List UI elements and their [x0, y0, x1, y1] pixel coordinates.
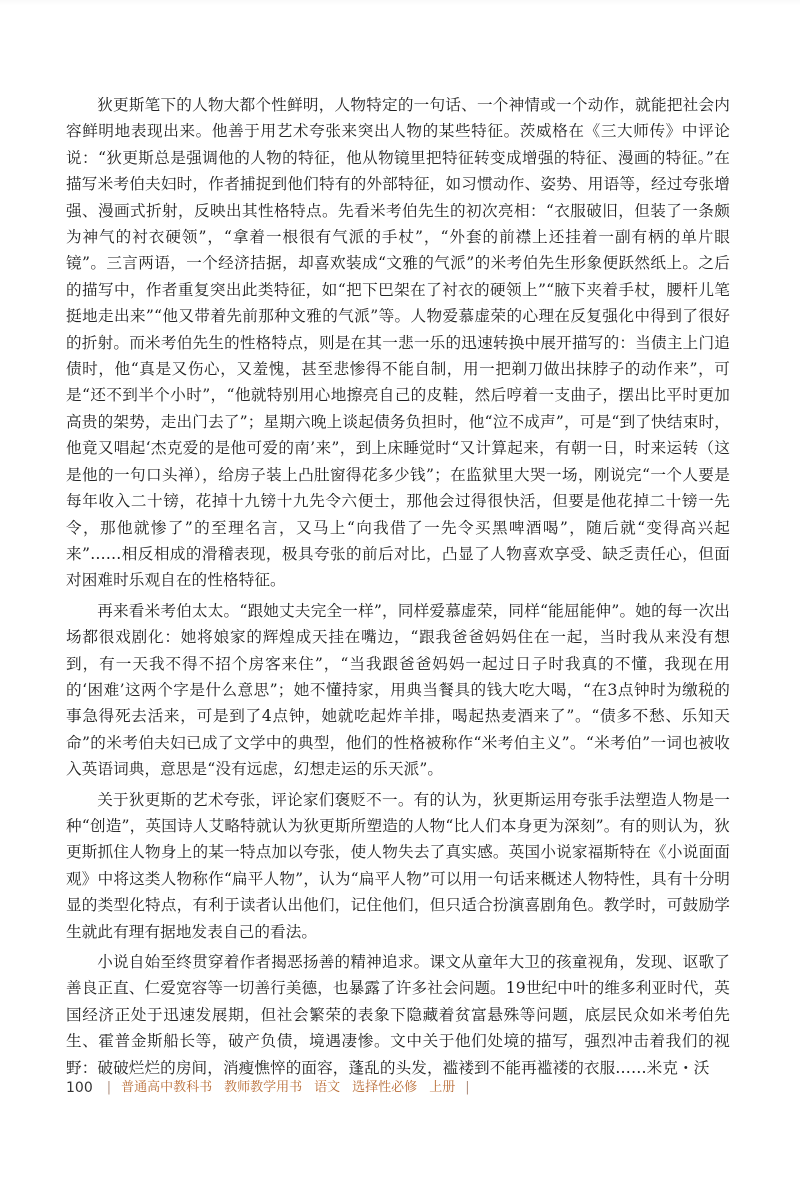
- body-text: [66, 92, 730, 1081]
- page-footer: [66, 1077, 470, 1099]
- page-number: 100: [66, 1080, 93, 1096]
- footer-volume: 选择性必修: [352, 1080, 418, 1095]
- footer-book: 教师教学用书: [224, 1080, 303, 1095]
- paragraph-2: 再来看米考伯太太。“跟她丈夫完全一样”，同样爱慕虚荣，同样“能屈能伸”。她的每一次出场都很戏剧化：她将娘家的辉煌成天挂在嘴边，“跟我爸爸妈妈住在一起，当时我从来没有想到，有一天我不得不招个房客来住”，“当我跟爸爸妈妈一起过日子时我真的不懂，我现在用的‘困难’这两个字是什么意思”；她不懂持家，用典当餐具的钱大吃大喝，“在3点钟时为缴税的事急得死去活来，可是到了4点钟，她就吃起炸羊排，喝起热麦酒来了”。“债多不愁、乐知天命”的米考伯夫妇已成了文学中的典型，他们的性格被称作“米考伯主义”。“米考伯”一词也被收入英语词典，意思是“没有远虑，幻想走运的乐天派”。: [66, 601, 730, 779]
- footer-subject: 语文: [314, 1080, 341, 1095]
- paragraph-4: 小说自始至终贯穿着作者揭恶扬善的精神追求。课文从童年大卫的孩童视角，发现、讴歌了善良正直、仁爱宽容等一切善行美德，也暴露了许多社会问题。19世纪中叶的维多利亚时代，英国经济正处于迅速发展期，但社会繁荣的表象下隐藏着贫富悬殊等问题，底层民众如米考伯先生、霍普金斯船长等，破产负债，境遇凄惨。文中关于他们处境的描写，强烈冲击着我们的视野：破破烂烂的房间，消瘦憔悴的面容，蓬乱的头发，褴褛到不能再褴褛的衣服……米克・沃: [66, 953, 730, 1077]
- footer-series: 普通高中教科书: [121, 1080, 213, 1095]
- footer-separator: |: [106, 1080, 112, 1095]
- paragraph-3: 关于狄更斯的艺术夸张，评论家们褒贬不一。有的认为，狄更斯运用夸张手法塑造人物是一种“创造”，英国诗人艾略特就认为狄更斯所塑造的人物“比人们本身更为深刻”。有的则认为，狄更斯抓住人物身上的某一特点加以夸张，使人物失去了真实感。英国小说家福斯特在《小说面面观》中将这类人物称作“扁平人物”，认为“扁平人物”可以用一句话来概述人物特性，具有十分明显的类型化特点，有利于读者认出他们，记住他们，但只适合扮演喜剧角色。教学时，可鼓励学生就此有理有据地发表自己的看法。: [66, 790, 730, 941]
- paragraph-1: 狄更斯笔下的人物大都个性鲜明，人物特定的一句话、一个神情或一个动作，就能把社会内容鲜明地表现出来。他善于用艺术夸张来突出人物的某些特征。茨威格在《三大师传》中评论说：“狄更斯总是强调他的人物的特征，他从物镜里把特征转变成增强的特征、漫画的特征。”在描写米考伯夫妇时，作者捕捉到他们特有的外部特征，如习惯动作、姿势、用语等，经过夸张增强、漫画式折射，反映出其性格特点。先看米考伯先生的初次亮相：“衣服破旧，但装了一条颇为神气的衬衣硬领”，“拿着一根很有气派的手杖”，“外套的前襟上还挂着一副有柄的单片眼镜”。三言两语，一个经济拮据，却喜欢装成“文雅的气派”的米考伯先生形象便跃然纸上。之后的描写中，作者重复突出此类特征，如“把下巴架在了衬衣的硬领上”“腋下夹着手杖，腰杆儿笔挺地走出来”“他又带着先前那种文雅的气派”等。人物爱慕虚荣的心理在反复强化中得到了很好的折射。而米考伯先生的性格特点，则是在其一悲一乐的迅速转换中展开描写的：当债主上门追债时，他“真是又伤心，又羞愧，甚至悲惨得不能自制，用一把剃刀做出抹脖子的动作来”，可是“还不到半个小时”，“他就特别用心地擦亮自己的皮鞋，然后哼着一支曲子，摆出比平时更加高贵的架势，走出门去了”；星期六晚上谈起债务负担时，他“泣不成声”，可是“到了快结束时，他竟又唱起‘杰克爱的是他可爱的南’来”，到上床睡觉时“又计算起来，有朝一日，时来运转（这是他的一句口头禅），给房子装上凸肚窗得花多少钱”；在监狱里大哭一场，刚说完“一个人要是每年收入二十镑，花掉十九镑十九先令六便士，那他会过得很快活，但要是他花掉二十镑一先令，那他就惨了”的至理名言，又马上“向我借了一先令买黑啤酒喝”，随后就“变得高兴起来”……相反相成的滑稽表现，极具夸张的前后对比，凸显了人物喜欢享受、缺乏责任心，但面对困难时乐观自在的性格特征。: [66, 96, 730, 590]
- footer-part: 上册: [429, 1080, 456, 1095]
- footer-end-separator: |: [465, 1080, 470, 1095]
